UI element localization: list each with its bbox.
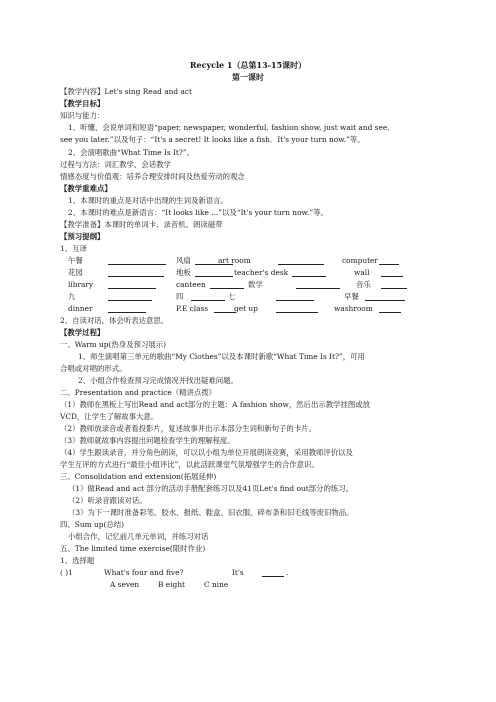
option-a[interactable]: A seven (110, 580, 140, 589)
step1-b: 2、小组合作检查预习完成情况并找出疑难问题。 (78, 376, 238, 385)
step5-title: 五、The limited time exercise(限时作业) (60, 544, 206, 553)
step4-title: 四、Sum up(总结) (60, 520, 125, 529)
step2-3: （3）教师就故事内容提出问题检查学生的理解程度。 (60, 436, 235, 445)
goals-heading: 【教学目标】 (60, 99, 105, 108)
translate-heading: 1、互译 (60, 244, 87, 253)
answer-blank[interactable] (276, 292, 314, 301)
question-answer-stem: It's (232, 568, 244, 577)
answer-blank[interactable] (365, 292, 405, 301)
document-subtitle: 第一课时 (232, 72, 264, 82)
vocab-word: dinner (68, 304, 93, 313)
preview-2: 2、自读对话，体会听表达意思。 (60, 316, 169, 325)
knowledge-label: 知识与能力： (60, 111, 105, 120)
step2-1a: （1）教师在黑板上写出Read and act部分的主题：A fashion show，然后出示教学挂图或放 (60, 400, 371, 409)
vocab-row (60, 256, 440, 266)
content-line: 【教学内容】Let's sing Read and act (60, 87, 192, 96)
document-title: Recycle 1（总第13-15课时） (189, 60, 307, 70)
answer-blank[interactable] (108, 292, 152, 301)
step2-1b: VCD，让学生了解故事大意。 (60, 412, 159, 421)
answer-blank[interactable] (195, 268, 233, 277)
vocab-word: 九 (68, 292, 76, 301)
process-method: 过程与方法：词汇教学、会话教学 (60, 160, 171, 169)
vocab-word: computer (342, 256, 378, 265)
preview-heading: 【预习提纲】 (60, 232, 105, 241)
vocab-word: 早餐 (344, 292, 359, 301)
answer-blank[interactable] (214, 304, 236, 313)
answer-blank[interactable] (276, 304, 318, 313)
vocab-row (60, 280, 440, 290)
vocab-word: 地板 (176, 268, 191, 277)
process-heading: 【教学过程】 (60, 328, 105, 337)
focus-1: 1、本课时的重点是对话中出现的生词及新语言。 (68, 196, 228, 205)
step2-4a: （4）学生跟读录音，并分角色朗读，可以以小组为单位开展朗读竞赛，采用教师评价以及 (60, 448, 353, 457)
vocab-word: 数学 (248, 280, 263, 289)
question-1 (60, 568, 440, 578)
option-b[interactable]: B eight (158, 580, 185, 589)
answer-blank[interactable] (108, 256, 166, 265)
step2-4b: 学生互评的方式进行“最佳小组评比”，以此活跃课堂气氛增强学生的合作意识。 (60, 460, 319, 469)
vocab-word: 风扇 (176, 256, 191, 265)
answer-blank[interactable] (292, 268, 326, 277)
vocab-word: 七 (228, 292, 236, 301)
answer-blank[interactable] (191, 292, 225, 301)
step3-3: （3）为下一课时准备彩笔、胶水、报纸、鞋盒、旧衣服、碎布条和旧毛线等废旧物品。 (68, 508, 354, 517)
step2-title: 二、Presentation and practice（精讲点拨） (60, 388, 217, 397)
option-c[interactable]: C nine (204, 580, 229, 589)
step1-title: 一、Warm up(热身及预习展示) (60, 340, 167, 349)
step1-a1: 1、师生演唱第三单元的歌曲“My Clothes”以及本课时新歌“What Time Is It?”，可用 (78, 352, 365, 361)
goal-2: 2、会演唱歌曲“What Time Is It?”。 (68, 148, 195, 157)
step4-text: 小组合作，记忆前几单元单词，并练习对话 (68, 532, 209, 541)
step3-1: （1）做Read and act 部分的活动手册配套练习以及41页Let's find out部分的练习。 (68, 484, 354, 493)
question-1-options (60, 580, 440, 590)
answer-blank[interactable] (379, 304, 401, 313)
step3-title: 三、Consolidation and extension(拓展延伸) (60, 472, 217, 481)
step3-2: （2）听录音跟读对话。 (68, 496, 147, 505)
vocab-word: washroom (334, 304, 373, 313)
answer-blank[interactable] (108, 280, 156, 289)
vocab-word: P.E class (176, 304, 209, 313)
vocab-word: art room (218, 256, 251, 265)
focus-heading: 【教学重难点】 (60, 184, 112, 193)
answer-paren[interactable]: ( )1 (60, 568, 73, 577)
vocab-word: 花园 (68, 268, 83, 277)
answer-blank[interactable] (108, 304, 146, 313)
answer-blank[interactable] (210, 280, 244, 289)
choice-heading: 1、选择题 (60, 556, 95, 565)
prep-line: 【教学准备】本课时的单词卡、录音机、朗读磁带 (60, 220, 223, 229)
answer-blank[interactable] (379, 256, 399, 265)
step2-2: （2）教师放录音或者看投影片，复述故事并出示本部分生词和新句子的卡片。 (60, 424, 316, 433)
vocab-word: wall (354, 268, 370, 277)
vocab-word: library (68, 280, 94, 289)
answer-blank[interactable] (381, 268, 403, 277)
emotion-line: 情感态度与价值观：培养合理安排时间及热爱劳动的观念 (60, 172, 245, 181)
answer-blank[interactable] (262, 568, 284, 577)
vocab-row (60, 268, 440, 278)
answer-blank[interactable] (278, 256, 324, 265)
goal-1a: 1、听懂、会说单词和短语“paper, newspaper, wonderful, fashion show, just wait and see, (68, 123, 390, 132)
vocab-word: get up (234, 304, 258, 313)
vocab-row (60, 292, 440, 302)
answer-blank[interactable] (108, 268, 164, 277)
question-text: What's four and five? (104, 568, 184, 577)
vocab-row (60, 304, 440, 314)
vocab-word: 四 (176, 292, 184, 301)
answer-blank[interactable] (381, 280, 407, 289)
goal-1b: see you later.”以及句子：“It's a secret! It looks like a fish．It's your turn now.”等。 (60, 135, 365, 144)
answer-blank[interactable] (296, 280, 340, 289)
vocab-word: 午餐 (68, 256, 83, 265)
vocab-word: canteen (176, 280, 206, 289)
vocab-word: 音乐 (356, 280, 371, 289)
step1-a2: 合唱或对唱的形式。 (60, 364, 127, 373)
vocab-word: teacher's desk (234, 268, 289, 277)
focus-2: 2、本课时的难点是新语言：“It looks like ...”以及“It's your turn now.”等。 (68, 208, 328, 217)
question-period: . (286, 568, 289, 577)
